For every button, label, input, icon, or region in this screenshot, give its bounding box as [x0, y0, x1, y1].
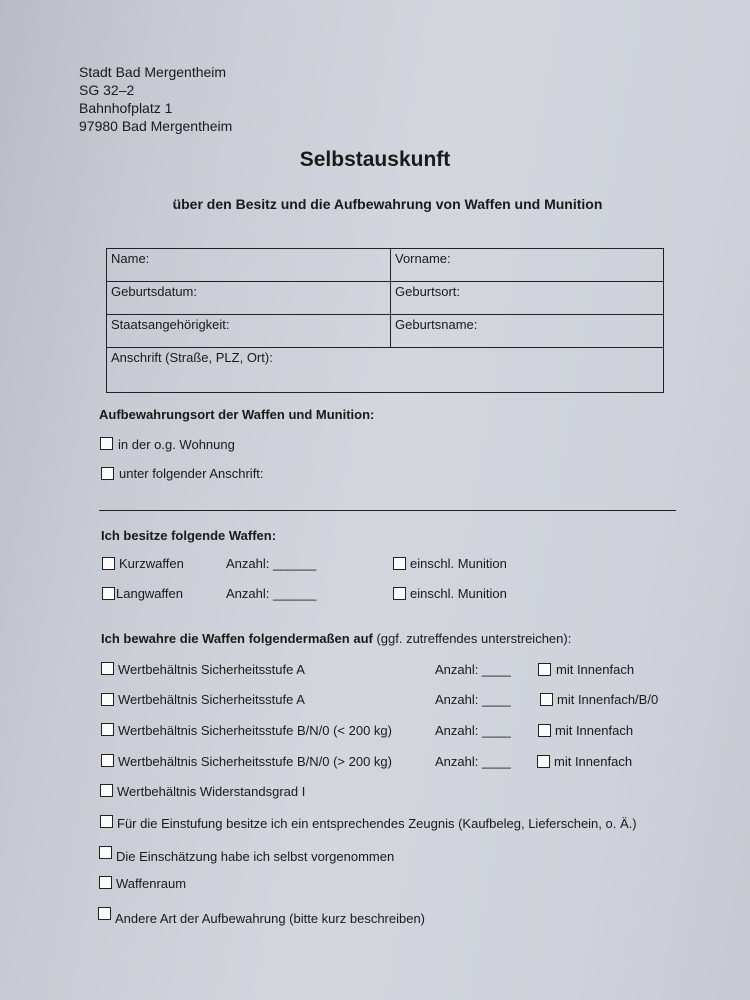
- address-line-field[interactable]: [99, 510, 676, 511]
- staatsangehoerigkeit-field[interactable]: Staatsangehörigkeit:: [107, 315, 391, 348]
- page-subtitle: über den Besitz und die Aufbewahrung von Waffen und Munition: [172, 196, 603, 212]
- checkbox-munition-lang[interactable]: [393, 587, 406, 600]
- geburtsname-field[interactable]: Geburtsname:: [391, 315, 664, 348]
- checkbox-innenfach-1[interactable]: [538, 663, 551, 676]
- label-zeugnis: Für die Einstufung besitze ich ein entsprechendes Zeugnis (Kaufbeleg, Lieferschein, o. Ä.): [117, 816, 637, 831]
- anzahl-stufe-b-large[interactable]: Anzahl: ____: [435, 754, 511, 769]
- checkbox-anschrift[interactable]: [101, 467, 114, 480]
- label-stufe-a-1: Wertbehältnis Sicherheitsstufe A: [118, 662, 305, 677]
- checkbox-wohnung[interactable]: [100, 437, 113, 450]
- label-munition-lang: einschl. Munition: [410, 586, 507, 601]
- storage-location-heading: Aufbewahrungsort der Waffen und Munition:: [99, 407, 375, 422]
- label-anschrift: unter folgender Anschrift:: [119, 466, 264, 481]
- label-innenfach-1: mit Innenfach: [556, 662, 635, 677]
- checkbox-innenfach-2[interactable]: [540, 693, 553, 706]
- checkbox-zeugnis[interactable]: [100, 815, 113, 828]
- weapons-heading: Ich besitze folgende Waffen:: [101, 528, 277, 543]
- label-innenfach-4: mit Innenfach: [554, 754, 633, 769]
- address-line-1: Stadt Bad Mergentheim: [79, 64, 227, 80]
- checkbox-innenfach-4[interactable]: [537, 755, 550, 768]
- label-langwaffen: Langwaffen: [116, 586, 183, 601]
- checkbox-selbst[interactable]: [99, 846, 112, 859]
- storage-method-heading: [101, 631, 571, 646]
- checkbox-kurzwaffen[interactable]: [102, 557, 115, 570]
- checkbox-stufe-b-small[interactable]: [101, 723, 114, 736]
- address-line-4: 97980 Bad Mergentheim: [79, 118, 233, 134]
- checkbox-stufe-b-large[interactable]: [101, 754, 114, 767]
- address-line-3: Bahnhofplatz 1: [79, 100, 173, 116]
- label-stufe-a-2: Wertbehältnis Sicherheitsstufe A: [118, 692, 305, 707]
- label-munition-kurz: einschl. Munition: [410, 556, 507, 571]
- checkbox-andere[interactable]: [98, 907, 111, 920]
- storage-method-heading-note: (ggf. zutreffendes unterstreichen):: [372, 631, 572, 646]
- label-stufe-b-large: Wertbehältnis Sicherheitsstufe B/N/0 (> 200 kg): [118, 754, 392, 769]
- checkbox-waffenraum[interactable]: [99, 876, 112, 889]
- label-kurzwaffen: Kurzwaffen: [119, 556, 184, 571]
- checkbox-langwaffen[interactable]: [102, 587, 115, 600]
- name-field[interactable]: Name:: [107, 249, 391, 282]
- personal-data-table: [106, 248, 664, 393]
- anzahl-stufe-a-1[interactable]: Anzahl: ____: [435, 662, 511, 677]
- checkbox-stufe-a-2[interactable]: [101, 693, 114, 706]
- anschrift-field[interactable]: Anschrift (Straße, PLZ, Ort):: [107, 348, 664, 393]
- storage-method-heading-text: Ich bewahre die Waffen folgendermaßen auf: [101, 631, 373, 646]
- anzahl-stufe-b-small[interactable]: Anzahl: ____: [435, 723, 511, 738]
- page-title: Selbstauskunft: [299, 148, 451, 171]
- checkbox-innenfach-3[interactable]: [538, 724, 551, 737]
- checkbox-stufe-a-1[interactable]: [101, 662, 114, 675]
- geburtsdatum-field[interactable]: Geburtsdatum:: [107, 282, 391, 315]
- label-widerstandsgrad: Wertbehältnis Widerstandsgrad I: [117, 784, 306, 799]
- label-andere: Andere Art der Aufbewahrung (bitte kurz beschreiben): [115, 911, 426, 926]
- sender-address: [79, 63, 232, 135]
- checkbox-munition-kurz[interactable]: [393, 557, 406, 570]
- anzahl-stufe-a-2[interactable]: Anzahl: ____: [435, 692, 511, 707]
- address-line-2: SG 32–2: [79, 82, 135, 98]
- label-innenfach-2: mit Innenfach/B/0: [557, 692, 659, 707]
- label-selbst: Die Einschätzung habe ich selbst vorgenommen: [116, 849, 395, 864]
- geburtsort-field[interactable]: Geburtsort:: [391, 282, 664, 315]
- kurzwaffen-anzahl[interactable]: Anzahl: ______: [226, 556, 317, 571]
- label-innenfach-3: mit Innenfach: [555, 723, 634, 738]
- label-waffenraum: Waffenraum: [116, 876, 187, 891]
- label-wohnung: in der o.g. Wohnung: [118, 437, 235, 452]
- vorname-field[interactable]: Vorname:: [391, 249, 664, 282]
- checkbox-widerstandsgrad[interactable]: [100, 784, 113, 797]
- label-stufe-b-small: Wertbehältnis Sicherheitsstufe B/N/0 (< 200 kg): [118, 723, 392, 738]
- langwaffen-anzahl[interactable]: Anzahl: ______: [226, 586, 317, 601]
